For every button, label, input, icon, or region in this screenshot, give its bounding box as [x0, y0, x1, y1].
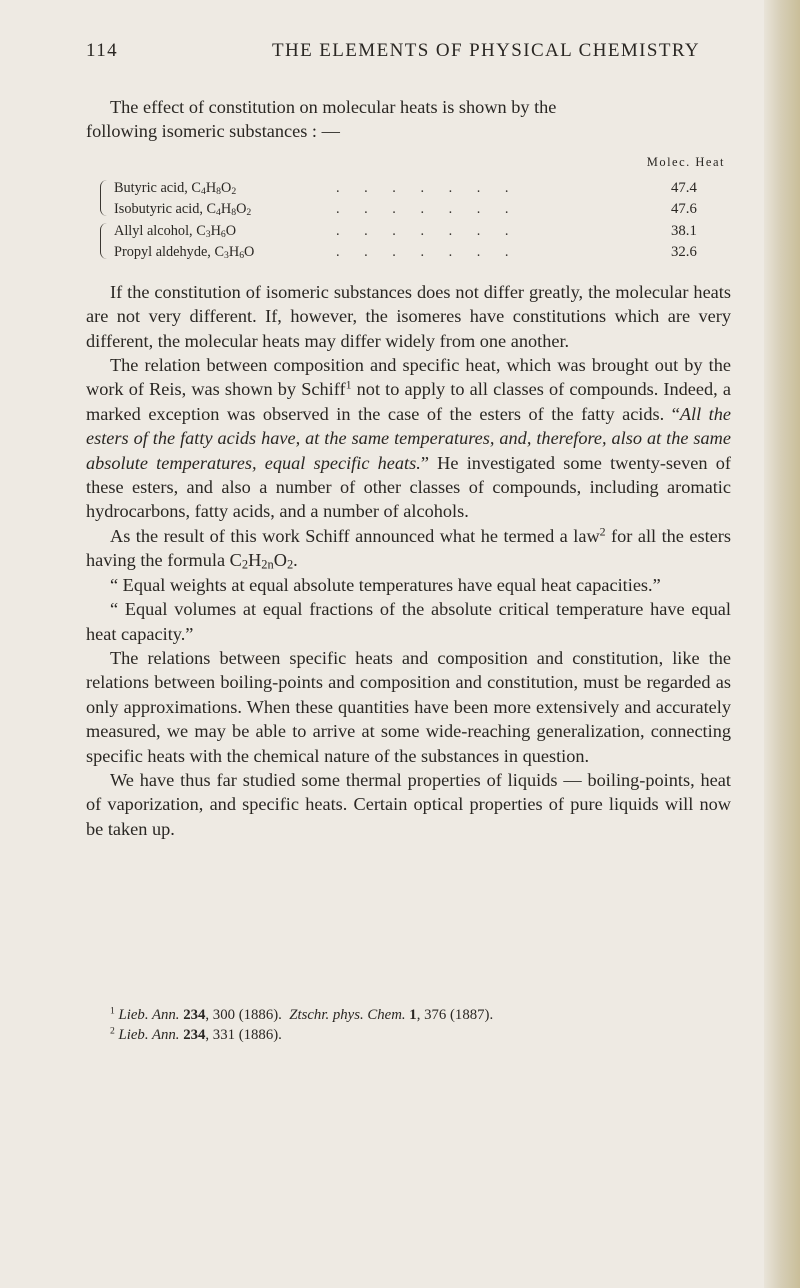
leader-dots: . . . . . . . [336, 243, 519, 260]
law-statement-volumes: “ Equal volumes at equal fractions of the absolute critical temperature have equal heat capacity.” [86, 599, 731, 644]
running-header [86, 40, 726, 66]
footnote-ref-2: 2 [599, 524, 606, 539]
running-title: THE ELEMENTS OF PHYSICAL CHEMISTRY [272, 40, 700, 61]
leader-dots: . . . . . . . [336, 200, 519, 217]
intro-line-2: following isomeric substances : — [86, 121, 340, 142]
page-body [86, 95, 731, 841]
intro-line-1: The effect of constitution on molecular heats is shown by the [110, 97, 557, 117]
table-row [100, 221, 720, 241]
paragraph-schiff-law: As the result of this work Schiff announced what he termed a law$^2$ for all the esters having the formula $C_2H_{2n}O_2$. [86, 524, 731, 573]
footnotes [110, 1005, 730, 1045]
paragraph-schiff-esters: The relation between composition and specific heat, which was brought out by the work of Reis, was shown by Schiff$^1$ not to apply to all classes of compounds. Indeed, a marked exception was observed in the case of the esters of the fatty acids. “All the esters of the fatty acids have, at the same temperatures, and, therefore, also at the same absolute temperatures, equal specific heats.” He investigated some twenty-seven of these esters, and also a number of other classes of compounds, including aromatic hydrocarbons, fatty acids, and a number of alcohols. [86, 355, 732, 522]
table-row [100, 199, 720, 219]
column-header-molec-heat: Molec. Heat [646, 154, 725, 169]
footnote-2: $^2$ Lieb. Ann. 234, 331 (1886). [110, 1025, 282, 1043]
law-statement-weights: “ Equal weights at equal absolute temperatures have equal heat capacities.” [110, 574, 661, 595]
page-number: 114 [86, 40, 118, 61]
substance-name: Allyl alcohol, $C_3H_6O$ [114, 222, 237, 240]
substance-name: Butyric acid, $C_4H_8O_2$ [114, 179, 237, 197]
molecular-heat-value: 47.4 [671, 179, 697, 196]
leader-dots: . . . . . . . [336, 179, 519, 196]
molecular-heat-value: 32.6 [671, 243, 697, 260]
footnote-ref-1: 1 [345, 377, 352, 392]
table-row [100, 242, 720, 262]
substance-name: Isobutyric acid, $C_4H_8O_2$ [114, 200, 252, 218]
paragraph-thermal-properties: We have thus far studied some thermal properties of liquids — boiling-points, heat of vaporization, and specific heats. Certain optical properties of pure liquids will now be taken up. [86, 769, 731, 839]
leader-dots: . . . . . . . [336, 222, 519, 239]
intro-paragraph [86, 95, 731, 144]
molecular-heat-table [86, 144, 731, 280]
molecular-heat-value: 38.1 [671, 222, 697, 239]
substance-name: Propyl aldehyde, $C_3H_6O$ [114, 243, 255, 261]
footnote-1: $^1$ Lieb. Ann. 234, 300 (1886). Ztschr. phys. Chem. 1, 376 (1887). [110, 1005, 494, 1023]
paragraph-approximations: The relations between specific heats and composition and constitution, like the relations between boiling-points and composition and constitution, must be regarded as only approximations. When these quantities have been more extensively and accurately measured, we may be able to arrive at some wide-reaching generalization, connecting specific heats with the chemical nature of the substances in question. [86, 647, 731, 766]
paragraph-isomer-constitution: If the constitution of isomeric substances does not differ greatly, the molecular heats are not very different. If, however, the isomeres have constitutions which are very different, the molecular heats may differ widely from one another. [86, 281, 731, 351]
molecular-heat-value: 47.6 [671, 200, 697, 217]
italic-quotation: All the esters of the fatty acids have, at the same temperatures, and, therefore, also at the same absolute temperatures, equal specific heats. [86, 403, 732, 473]
table-row [100, 178, 720, 198]
